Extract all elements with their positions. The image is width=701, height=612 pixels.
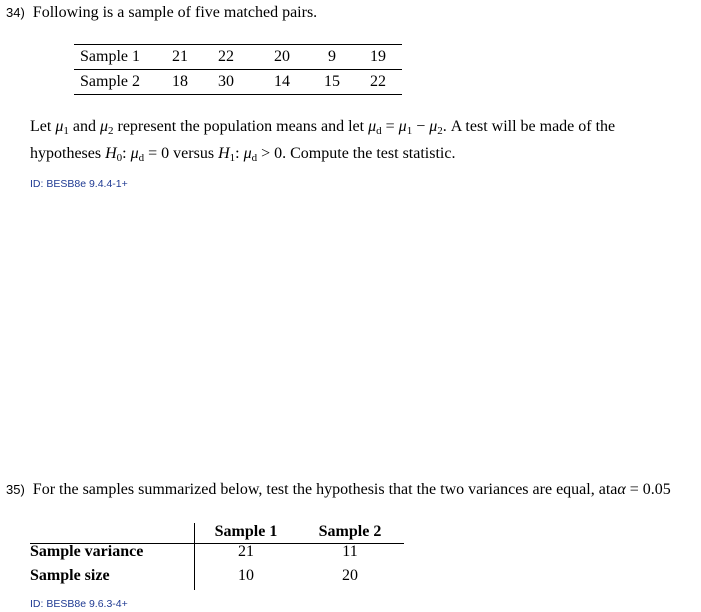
text: : <box>235 145 244 162</box>
subscript: 0 <box>116 152 123 164</box>
subscript: 2 <box>437 125 443 137</box>
question-34-stem-line-1 <box>30 118 615 137</box>
table-cell: 30 <box>198 70 254 95</box>
text: = 0.05 <box>625 481 671 498</box>
subscript: 2 <box>108 125 114 137</box>
mu-symbol: μ <box>130 145 139 162</box>
column-header: Sample 1 <box>214 523 278 540</box>
table-cell: 18 <box>162 70 198 95</box>
question-stem <box>33 481 671 498</box>
subscript: d <box>251 152 258 164</box>
question-number: 35) <box>6 482 25 497</box>
table-row <box>74 70 402 95</box>
text: = <box>381 118 399 135</box>
table-cell: 21 <box>238 543 254 560</box>
text: : <box>122 145 131 162</box>
mu-symbol: μ <box>243 145 252 162</box>
row-label: Sample size <box>30 567 110 584</box>
table-cell: 20 <box>254 45 310 70</box>
table-cell: 10 <box>238 567 254 584</box>
question-35 <box>6 481 671 499</box>
subscript: d <box>138 152 145 164</box>
table-cell: 15 <box>310 70 354 95</box>
question-34-id: ID: BESB8e 9.4.4-1+ <box>30 178 128 190</box>
mu-symbol: μ <box>398 118 407 135</box>
mu-symbol: μ <box>368 118 377 135</box>
mu-symbol: μ <box>99 118 108 135</box>
variance-summary-table <box>30 521 406 590</box>
h-symbol: H <box>218 145 230 162</box>
matched-pairs-table <box>74 44 402 95</box>
table-cell: 21 <box>162 45 198 70</box>
table-row <box>74 45 402 70</box>
table-cell: 11 <box>342 543 358 560</box>
row-label: Sample variance <box>30 543 144 560</box>
row-label: Sample 1 <box>74 45 162 70</box>
subscript: 1 <box>406 125 413 137</box>
subscript: d <box>376 125 382 137</box>
table-cell: 20 <box>342 567 358 584</box>
text: = 0 versus <box>144 145 219 162</box>
table-cell: 22 <box>354 70 402 95</box>
question-34-stem-line-2 <box>30 145 455 164</box>
table-cell: 14 <box>254 70 310 95</box>
table-divider-vertical <box>194 523 195 590</box>
question-number: 34) <box>6 5 25 20</box>
table-cell: 9 <box>310 45 354 70</box>
text: Let <box>30 118 56 135</box>
subscript: 1 <box>63 125 69 137</box>
text: hypotheses <box>30 145 106 162</box>
table-cell: 22 <box>198 45 254 70</box>
text: For the samples summarized below, test the hypothesis that the two variances are equal, ata <box>32 481 618 498</box>
subscript: 1 <box>229 152 236 164</box>
row-label: Sample 2 <box>74 70 162 95</box>
alpha-symbol: α <box>617 481 626 498</box>
question-title: Following is a sample of five matched pairs. <box>32 4 318 21</box>
h-symbol: H <box>105 145 117 162</box>
question-35-id: ID: BESB8e 9.6.3-4+ <box>30 598 128 610</box>
table-cell: 19 <box>354 45 402 70</box>
question-34 <box>6 4 317 22</box>
text: and <box>68 118 100 135</box>
text: − <box>412 118 430 135</box>
text: > 0. Compute the test statistic. <box>257 145 456 162</box>
mu-symbol: μ <box>429 118 438 135</box>
mu-symbol: μ <box>55 118 64 135</box>
column-header: Sample 2 <box>318 523 382 540</box>
text: . A test will be made of the <box>442 118 616 135</box>
text: represent the population means and let <box>113 118 369 135</box>
